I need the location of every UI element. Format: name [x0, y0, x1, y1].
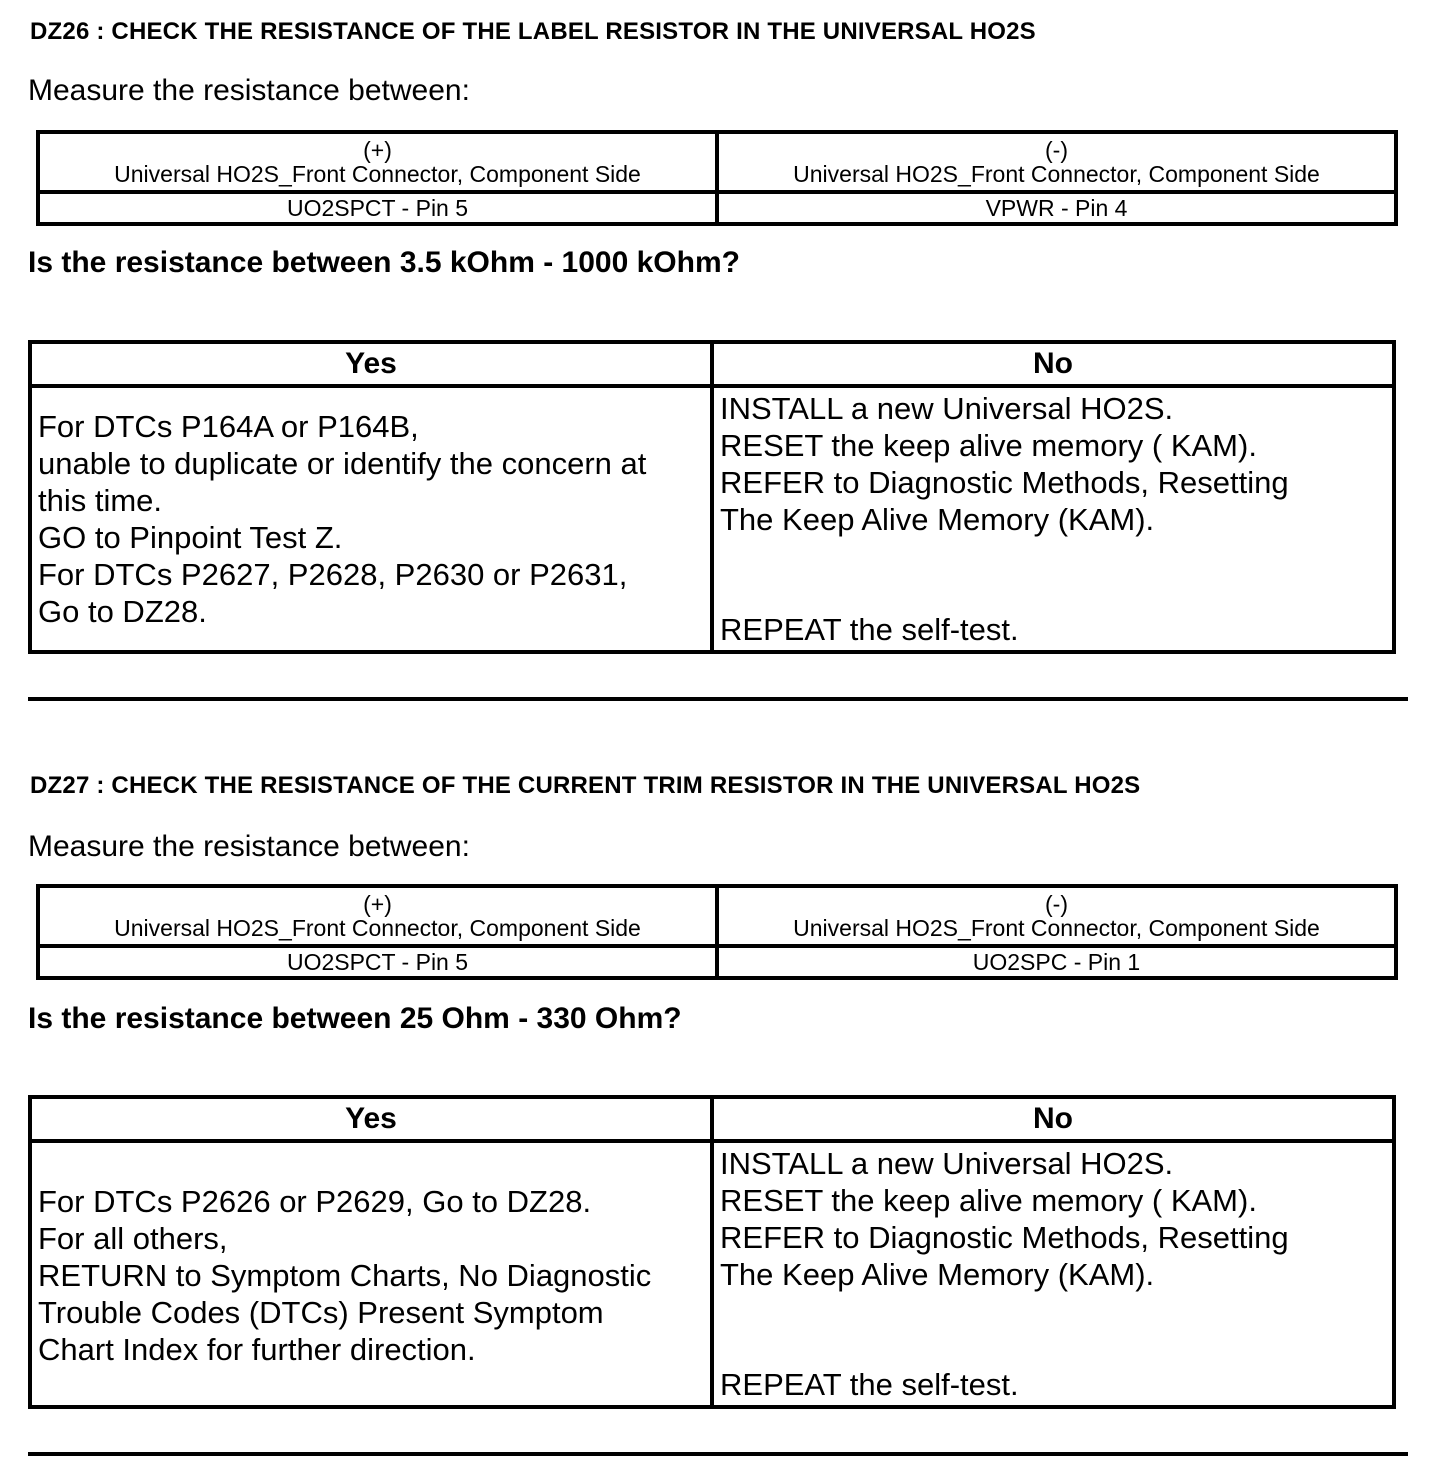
no-line: The Keep Alive Memory (KAM).: [720, 502, 1155, 537]
step-title: DZ27 : CHECK THE RESISTANCE OF THE CURRENT TRIM RESISTOR IN THE UNIVERSAL HO2S: [30, 772, 1141, 799]
no-line: REFER to Diagnostic Methods, Resetting: [720, 465, 1289, 500]
yes-line: For all others,: [38, 1221, 228, 1256]
repeat-self-test: REPEAT the self-test.: [720, 612, 1019, 647]
no-action-text: [720, 1145, 1386, 1293]
measure-label: Measure the resistance between:: [28, 74, 470, 107]
negative-polarity: (-): [1045, 891, 1068, 917]
negative-probe-cell: [717, 132, 1396, 192]
yes-action-text: [38, 1183, 704, 1368]
yes-line: Go to DZ28.: [38, 594, 207, 629]
yes-action-text: [38, 408, 704, 630]
result-table: [28, 340, 1396, 654]
yes-action-cell: [30, 386, 712, 652]
yes-line: Trouble Codes (DTCs) Present Symptom: [38, 1295, 604, 1330]
yes-line: GO to Pinpoint Test Z.: [38, 520, 343, 555]
no-line: REFER to Diagnostic Methods, Resetting: [720, 1220, 1289, 1255]
no-action-text: [720, 390, 1386, 538]
no-header: No: [712, 1097, 1394, 1141]
positive-connector: Universal HO2S_Front Connector, Component Side: [114, 915, 641, 941]
no-line: INSTALL a new Universal HO2S.: [720, 1146, 1174, 1181]
negative-probe-cell: [717, 886, 1396, 946]
repeat-self-test: REPEAT the self-test.: [720, 1367, 1019, 1402]
measurement-table: [36, 130, 1398, 226]
negative-polarity: (-): [1045, 137, 1068, 163]
positive-probe-cell: [38, 886, 717, 946]
yes-header: Yes: [30, 1097, 712, 1141]
negative-pin: UO2SPC - Pin 1: [717, 946, 1396, 978]
no-header: No: [712, 342, 1394, 386]
positive-polarity: (+): [363, 891, 392, 917]
no-action-cell: [712, 1141, 1394, 1407]
section-divider: [28, 697, 1408, 701]
no-line: INSTALL a new Universal HO2S.: [720, 391, 1174, 426]
positive-pin: UO2SPCT - Pin 5: [38, 192, 717, 224]
positive-pin: UO2SPCT - Pin 5: [38, 946, 717, 978]
positive-polarity: (+): [363, 137, 392, 163]
measure-label: Measure the resistance between:: [28, 830, 470, 863]
result-table: [28, 1095, 1396, 1409]
no-line: RESET the keep alive memory ( KAM).: [720, 428, 1257, 463]
negative-connector: Universal HO2S_Front Connector, Component Side: [793, 161, 1320, 187]
yes-line: unable to duplicate or identify the concern at: [38, 446, 647, 481]
resistance-question: Is the resistance between 3.5 kOhm - 1000 kOhm?: [28, 246, 740, 279]
positive-probe-cell: [38, 132, 717, 192]
positive-connector: Universal HO2S_Front Connector, Component Side: [114, 161, 641, 187]
section-divider: [28, 1452, 1408, 1456]
yes-line: For DTCs P2627, P2628, P2630 or P2631,: [38, 557, 628, 592]
measurement-table: [36, 884, 1398, 980]
no-line: RESET the keep alive memory ( KAM).: [720, 1183, 1257, 1218]
yes-line: For DTCs P2626 or P2629, Go to DZ28.: [38, 1184, 592, 1219]
negative-connector: Universal HO2S_Front Connector, Component Side: [793, 915, 1320, 941]
yes-line: RETURN to Symptom Charts, No Diagnostic: [38, 1258, 652, 1293]
yes-action-cell: [30, 1141, 712, 1407]
yes-line: Chart Index for further direction.: [38, 1332, 476, 1367]
no-action-cell: [712, 386, 1394, 652]
yes-line: For DTCs P164A or P164B,: [38, 409, 419, 444]
resistance-question: Is the resistance between 25 Ohm - 330 Ohm?: [28, 1002, 682, 1035]
negative-pin: VPWR - Pin 4: [717, 192, 1396, 224]
yes-header: Yes: [30, 342, 712, 386]
no-line: The Keep Alive Memory (KAM).: [720, 1257, 1155, 1292]
yes-line: this time.: [38, 483, 163, 518]
step-title: DZ26 : CHECK THE RESISTANCE OF THE LABEL RESISTOR IN THE UNIVERSAL HO2S: [30, 18, 1036, 45]
